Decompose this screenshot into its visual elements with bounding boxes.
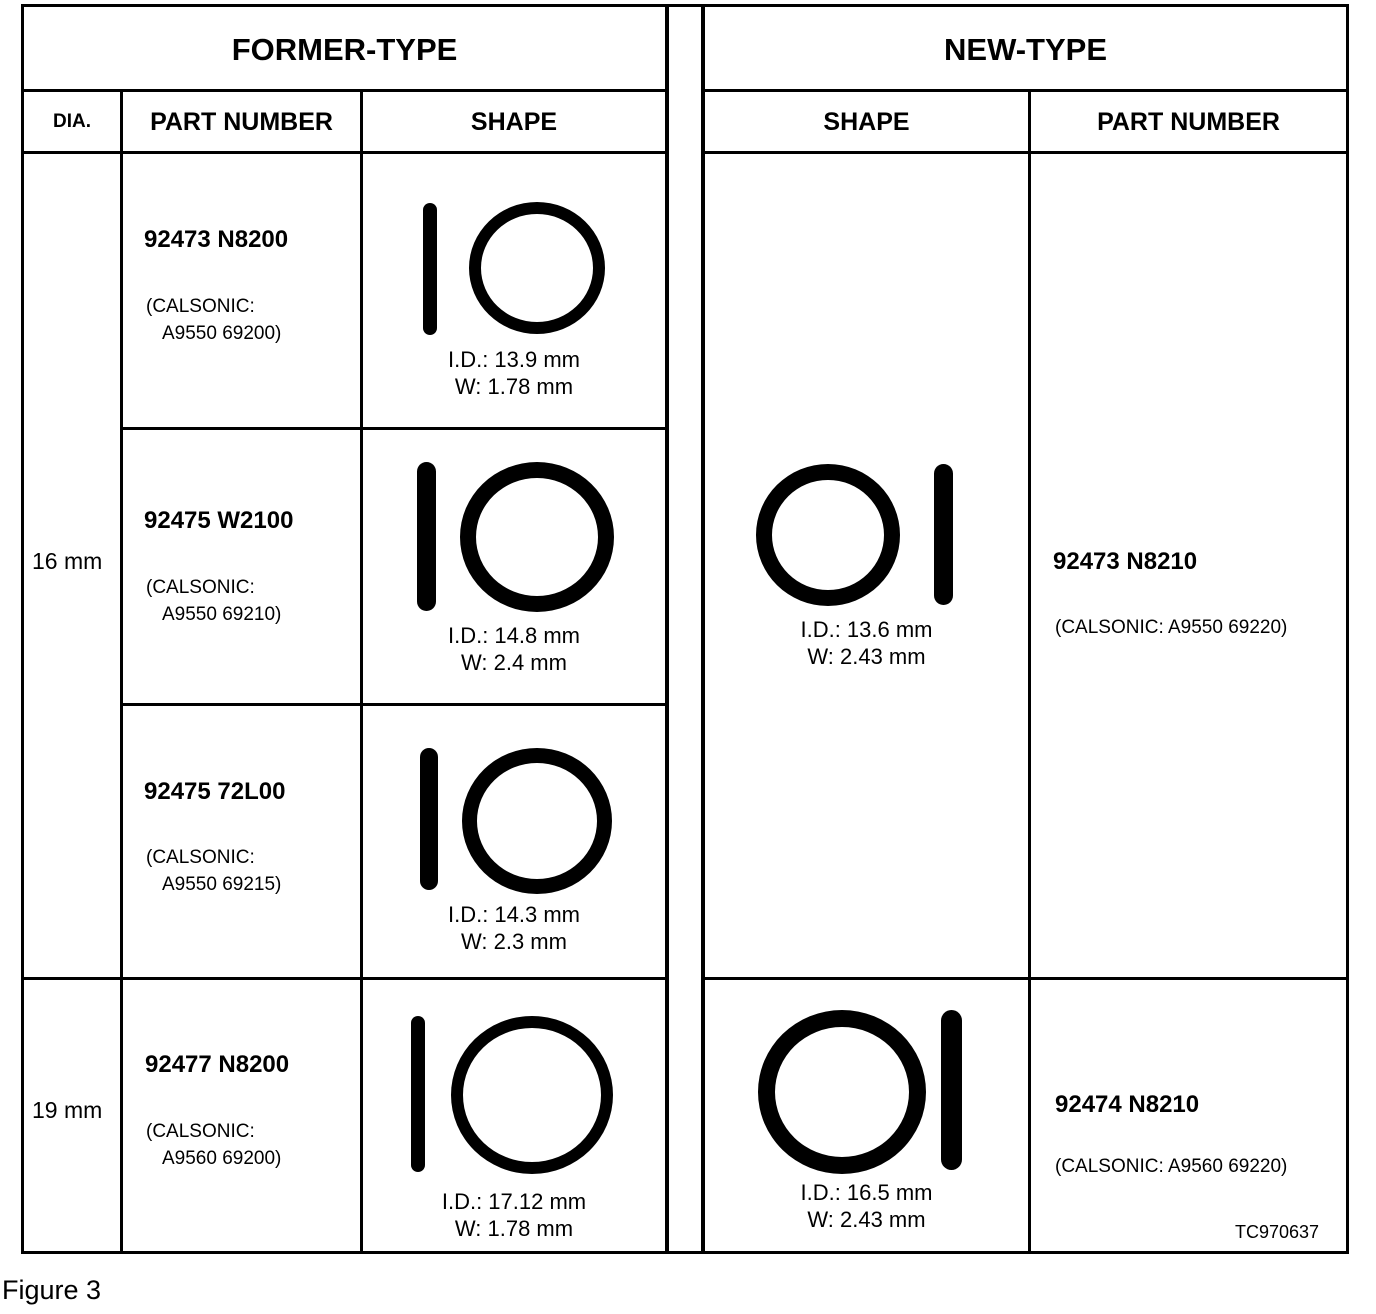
- calsonic-label: (CALSONIC:: [146, 847, 255, 868]
- part-number: 92477 N8200: [145, 1051, 290, 1078]
- col-part-number-header: PART NUMBER: [150, 108, 333, 136]
- width: W: 2.4 mm: [461, 650, 567, 675]
- part-number: 92475 W2100: [144, 507, 294, 534]
- shape-dimensions: [363, 622, 665, 676]
- former-type-title: FORMER-TYPE: [231, 32, 458, 67]
- o-ring-side-view: [411, 1016, 425, 1172]
- o-ring-top-view: [756, 464, 900, 606]
- figure-caption: Figure 3: [2, 1275, 102, 1305]
- vline-new-shape: [1028, 90, 1031, 1254]
- inner-diameter: I.D.: 14.8 mm: [447, 623, 581, 648]
- o-ring-side-view: [941, 1010, 962, 1170]
- hline-title-new: [702, 89, 1349, 92]
- width: W: 2.43 mm: [807, 1207, 926, 1232]
- hline-colhead-new: [702, 151, 1349, 154]
- col-shape-header: SHAPE: [470, 108, 558, 136]
- figure-code: TC970637: [1235, 1222, 1320, 1242]
- part-number: 92475 72L00: [144, 778, 286, 805]
- hline-row1: [120, 427, 668, 430]
- calsonic-number: [146, 293, 281, 347]
- part-number: 92473 N8200: [144, 226, 289, 253]
- hline-row3-new: [702, 977, 1349, 980]
- width: W: 1.78 mm: [454, 374, 574, 399]
- width: W: 2.43 mm: [807, 644, 926, 669]
- width: W: 1.78 mm: [454, 1216, 574, 1241]
- border-left: [21, 4, 24, 1254]
- shape-dimensions: [705, 616, 1028, 670]
- calsonic-value: A9560 69200): [162, 1148, 282, 1169]
- calsonic-number: [146, 1118, 281, 1172]
- border-bottom: [21, 1251, 1349, 1254]
- border-right: [1346, 4, 1349, 1254]
- o-ring-side-view: [934, 464, 953, 605]
- border-top: [21, 4, 1349, 7]
- o-ring-top-view: [469, 202, 605, 334]
- o-ring-side-view: [417, 462, 436, 611]
- divider-left: [665, 4, 669, 1254]
- calsonic-value: A9550 69200): [162, 323, 282, 344]
- shape-dimensions: [363, 346, 665, 400]
- shape-dimensions: [363, 901, 665, 955]
- o-ring-top-view: [462, 748, 612, 894]
- dia-19mm: 19 mm: [32, 1097, 103, 1123]
- vline-dia: [120, 90, 123, 1254]
- calsonic-value: A9550 69210): [162, 604, 282, 625]
- calsonic-number: (CALSONIC: A9550 69220): [1055, 617, 1288, 638]
- o-ring-side-view: [423, 203, 437, 335]
- calsonic-label: (CALSONIC:: [146, 296, 255, 317]
- hline-title: [21, 89, 668, 92]
- inner-diameter: I.D.: 13.9 mm: [447, 347, 581, 372]
- dia-16mm: 16 mm: [32, 548, 103, 574]
- part-number: 92474 N8210: [1055, 1091, 1200, 1118]
- new-col-shape-header: SHAPE: [823, 108, 910, 136]
- hline-row3: [21, 977, 668, 980]
- calsonic-number: [146, 844, 281, 898]
- new-col-part-number-header: PART NUMBER: [1097, 108, 1280, 136]
- o-ring-top-view: [451, 1016, 613, 1174]
- o-ring-top-view: [758, 1010, 926, 1174]
- shape-dimensions: [363, 1188, 665, 1242]
- new-type-title: NEW-TYPE: [944, 32, 1107, 67]
- o-ring-top-view: [460, 462, 614, 612]
- hline-row2: [120, 703, 668, 706]
- calsonic-number: [146, 574, 281, 628]
- shape-dimensions: [705, 1179, 1028, 1233]
- col-dia-header: DIA.: [53, 111, 91, 132]
- part-number: 92473 N8210: [1053, 548, 1198, 575]
- calsonic-label: (CALSONIC:: [146, 1121, 255, 1142]
- calsonic-value: A9550 69215): [162, 874, 282, 895]
- inner-diameter: I.D.: 17.12 mm: [441, 1189, 587, 1214]
- hline-colhead: [21, 151, 668, 154]
- calsonic-number: (CALSONIC: A9560 69220): [1055, 1156, 1288, 1177]
- calsonic-label: (CALSONIC:: [146, 577, 255, 598]
- inner-diameter: I.D.: 14.3 mm: [447, 902, 581, 927]
- inner-diameter: I.D.: 16.5 mm: [800, 1180, 933, 1205]
- o-ring-side-view: [420, 748, 438, 890]
- inner-diameter: I.D.: 13.6 mm: [800, 617, 933, 642]
- width: W: 2.3 mm: [461, 929, 567, 954]
